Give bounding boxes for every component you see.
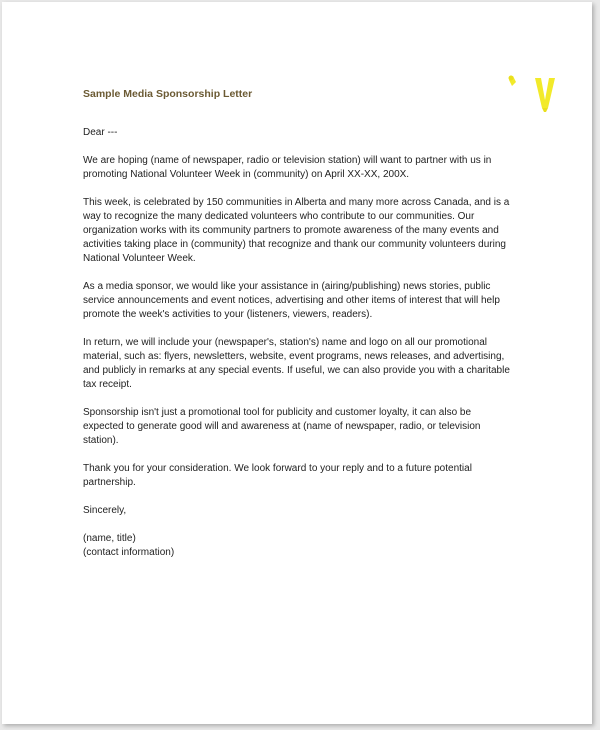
paragraph-thank-you: Thank you for your consideration. We look forward to your reply and to a future potential partnership. <box>83 463 472 488</box>
paragraph-intro: We are hoping (name of newspaper, radio or television station) will want to partner with us in promoting National Volunteer Week in (community) on April XX-XX, 200X. <box>83 155 492 180</box>
salutation: Dear --- <box>83 127 118 138</box>
volunteer-logo-icon <box>507 74 559 114</box>
letter-page <box>2 2 592 724</box>
paragraph-media-sponsor: As a media sponsor, we would like your assistance in (airing/publishing) news stories, public service announcements and event notices, advertising and other items of interest that will help promote the week's activities to your (listeners, viewers, readers). <box>83 281 500 320</box>
signature-name: (name, title) <box>83 533 136 544</box>
closing: Sincerely, <box>83 505 127 516</box>
paragraph-in-return: In return, we will include your (newspaper's, station's) name and logo on all our promotional material, such as: flyers, newsletters, website, event programs, news releases, and advertising, and publicly in remarks at any special events. If useful, we can also provide you with a charitable tax receipt. <box>83 337 510 390</box>
letter-title: Sample Media Sponsorship Letter <box>83 88 253 100</box>
signature-contact: (contact information) <box>83 547 175 558</box>
paragraph-sponsorship: Sponsorship isn't just a promotional tool for publicity and customer loyalty, it can also be expected to generate good will and awareness at (name of newspaper, radio, or television station). <box>83 407 481 446</box>
paragraph-celebration: This week, is celebrated by 150 communities in Alberta and many more across Canada, and is a way to recognize the many dedicated volunteers who contribute to our communities. Our organization works with its community partners to promote awareness of the many events and activities taking place in (community) that recognize and thank our community volunteers during National Volunteer Week. <box>83 197 510 264</box>
letter-body <box>83 126 513 560</box>
